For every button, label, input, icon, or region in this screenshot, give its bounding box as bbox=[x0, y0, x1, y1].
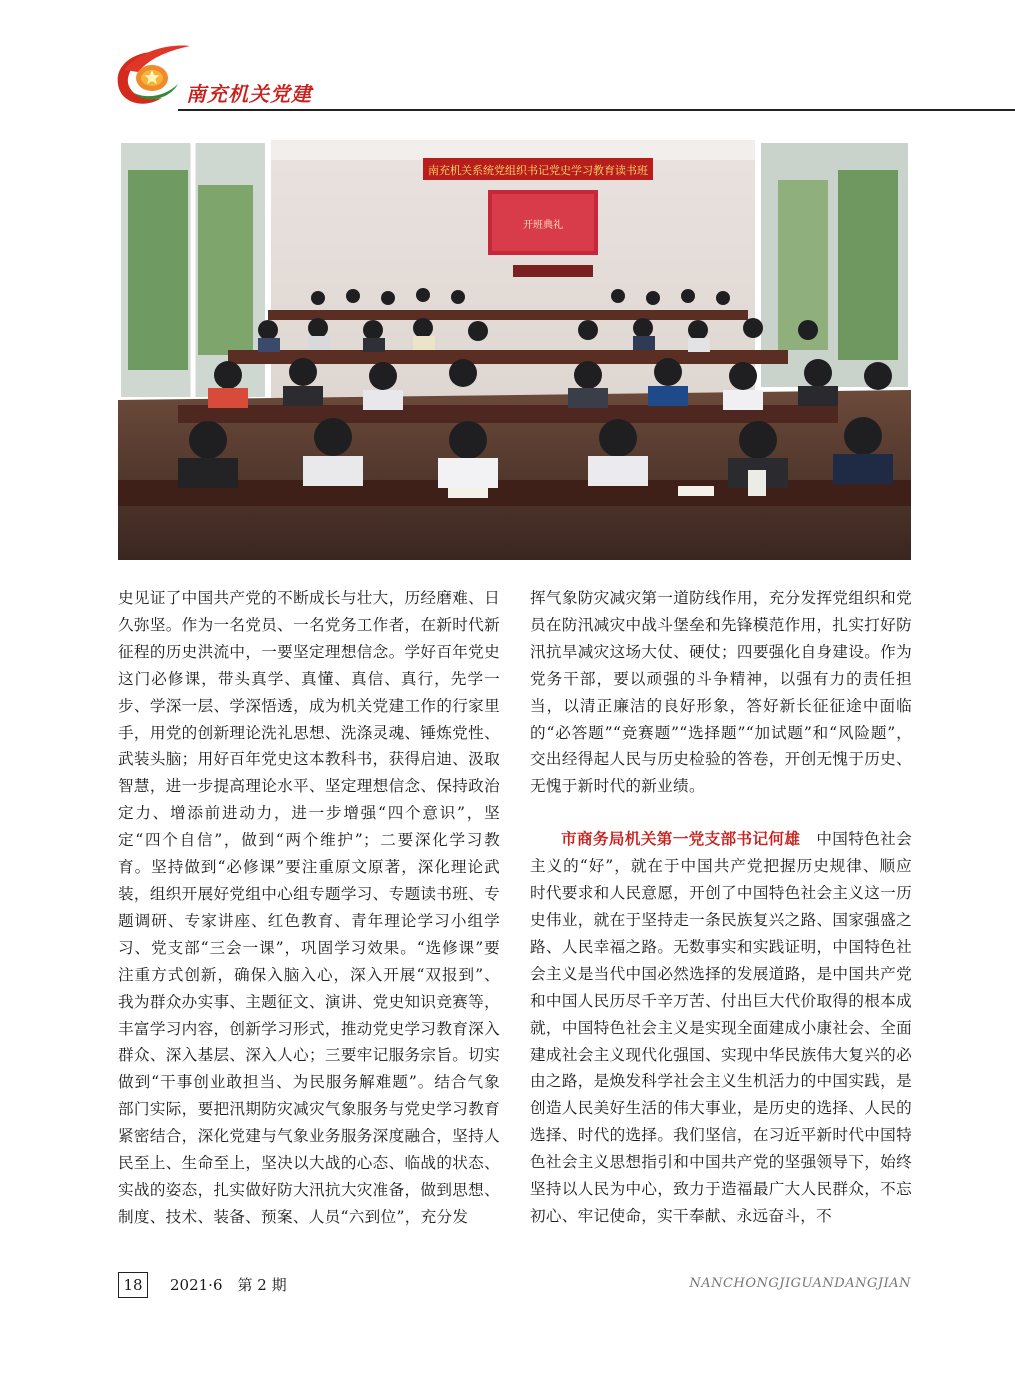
page-footer bbox=[118, 1270, 911, 1300]
article-paragraph bbox=[530, 826, 912, 1230]
flying-ribbon-logo-icon bbox=[112, 40, 192, 112]
brand-title: 南充机关党建 bbox=[186, 82, 312, 106]
article-column-right bbox=[530, 585, 912, 1230]
paragraph-spacer bbox=[530, 800, 912, 826]
page-header bbox=[0, 0, 1015, 120]
footer-title: NANCHONGJIGUANDANGJIAN bbox=[689, 1276, 911, 1291]
meeting-photo bbox=[118, 140, 911, 560]
speaker-text: 中国特色社会主义的“好”，就在于中国共产党把握历史规律、顺应时代要求和人民意愿，开创了中国特色社会主义这一历史伟业，就在于坚持走一条民族复兴之路、国家强盛之路、人民幸福之路。无数事实和实践证明，中国特色社会主义是当代中国必然选择的发展道路，是中国共产党和中国人民历尽千辛万苦、付出巨大代价取得的根本成就，中国特色社会主义是实现全面建成小康社会、全面建成社会主义现代化强国、实现中华民族伟大复兴的必由之路，是焕发科学社会主义生机活力的中国实践，是创造人民美好生活的伟大事业，是历史的选择、人民的选择、时代的选择。我们坚信，在习近平新时代中国特色社会主义思想指引和中国共产党的坚强领导下，始终坚持以人民为中心，致力于造福最广大人民群众，不忘初心、牢记使命，实干奉献、永远奋斗，不 bbox=[530, 830, 912, 1225]
header-rule bbox=[178, 109, 1015, 111]
article-paragraph: 史见证了中国共产党的不断成长与壮大，历经磨难、日久弥坚。作为一名党员、一名党务工作者，在新时代新征程的历史洪流中，一要坚定理想信念。学好百年党史这门必修课，带头真学、真懂、真信、真行，先学一步、学深一层、学深悟透，成为机关党建工作的行家里手，用党的创新理论洗礼思想、洗涤灵魂、锤炼党性、武装头脑；用好百年党史这本教科书，获得启迪、汲取智慧，进一步提高理论水平、坚定理想信念、保持政治定力、增添前进动力，进一步增强“四个意识”，坚定“四个自信”，做到“两个维护”；二要深化学习教育。坚持做到“必修课”要注重原文原著，深化理论武装，组织开展好党组中心组专题学习、专题读书班、专题调研、专家讲座、红色教育、青年理论学习小组学习、党支部“三会一课”，巩固学习效果。“选修课”要注重方式创新，确保入脑入心，深入开展“双报到”、我为群众办实事、主题征文、演讲、党史知识竞赛等，丰富学习内容，创新学习形式，推动党史学习教育深入群众、深入基层、深入人心；三要牢记服务宗旨。切实做到“干事创业敢担当、为民服务解难题”。结合气象部门实际，要把汛期防灾减灾气象服务与党史学习教育紧密结合，深化党建与气象业务服务深度融合，坚持人民至上、生命至上，坚决以大战的心态、临战的状态、实战的姿态，扎实做好防大汛抗大灾准备，做到思想、制度、技术、装备、预案、人员“六到位”，充分发 bbox=[118, 589, 500, 1226]
page-number: 18 bbox=[118, 1272, 148, 1298]
speaker-name: 市商务局机关第一党支部书记何雄 bbox=[561, 830, 801, 849]
meeting-photo-illustration bbox=[118, 140, 911, 560]
photo-banner-text: 南充机关系统党组织书记党史学习教育读书班 bbox=[428, 164, 648, 177]
photo-screen-title: 开班典礼 bbox=[523, 220, 563, 231]
article-paragraph: 挥气象防灾减灾第一道防线作用，充分发挥党组织和党员在防汛减灾中战斗堡垒和先锋模范作用，扎实打好防汛抗旱减灾这场大仗、硬仗；四要强化自身建设。作为党务干部，要以顽强的斗争精神，以强有力的责任担当，以清正廉洁的良好形象，答好新长征征途中面临的“必答题”“竞赛题”“选择题”“加试题”和“风险题”，交出经得起人民与历史检验的答卷，开创无愧于历史、无愧于新时代的新业绩。 bbox=[530, 589, 912, 796]
article-column-left bbox=[118, 585, 500, 1231]
issue-info: 2021·6 第 2 期 bbox=[170, 1276, 287, 1294]
